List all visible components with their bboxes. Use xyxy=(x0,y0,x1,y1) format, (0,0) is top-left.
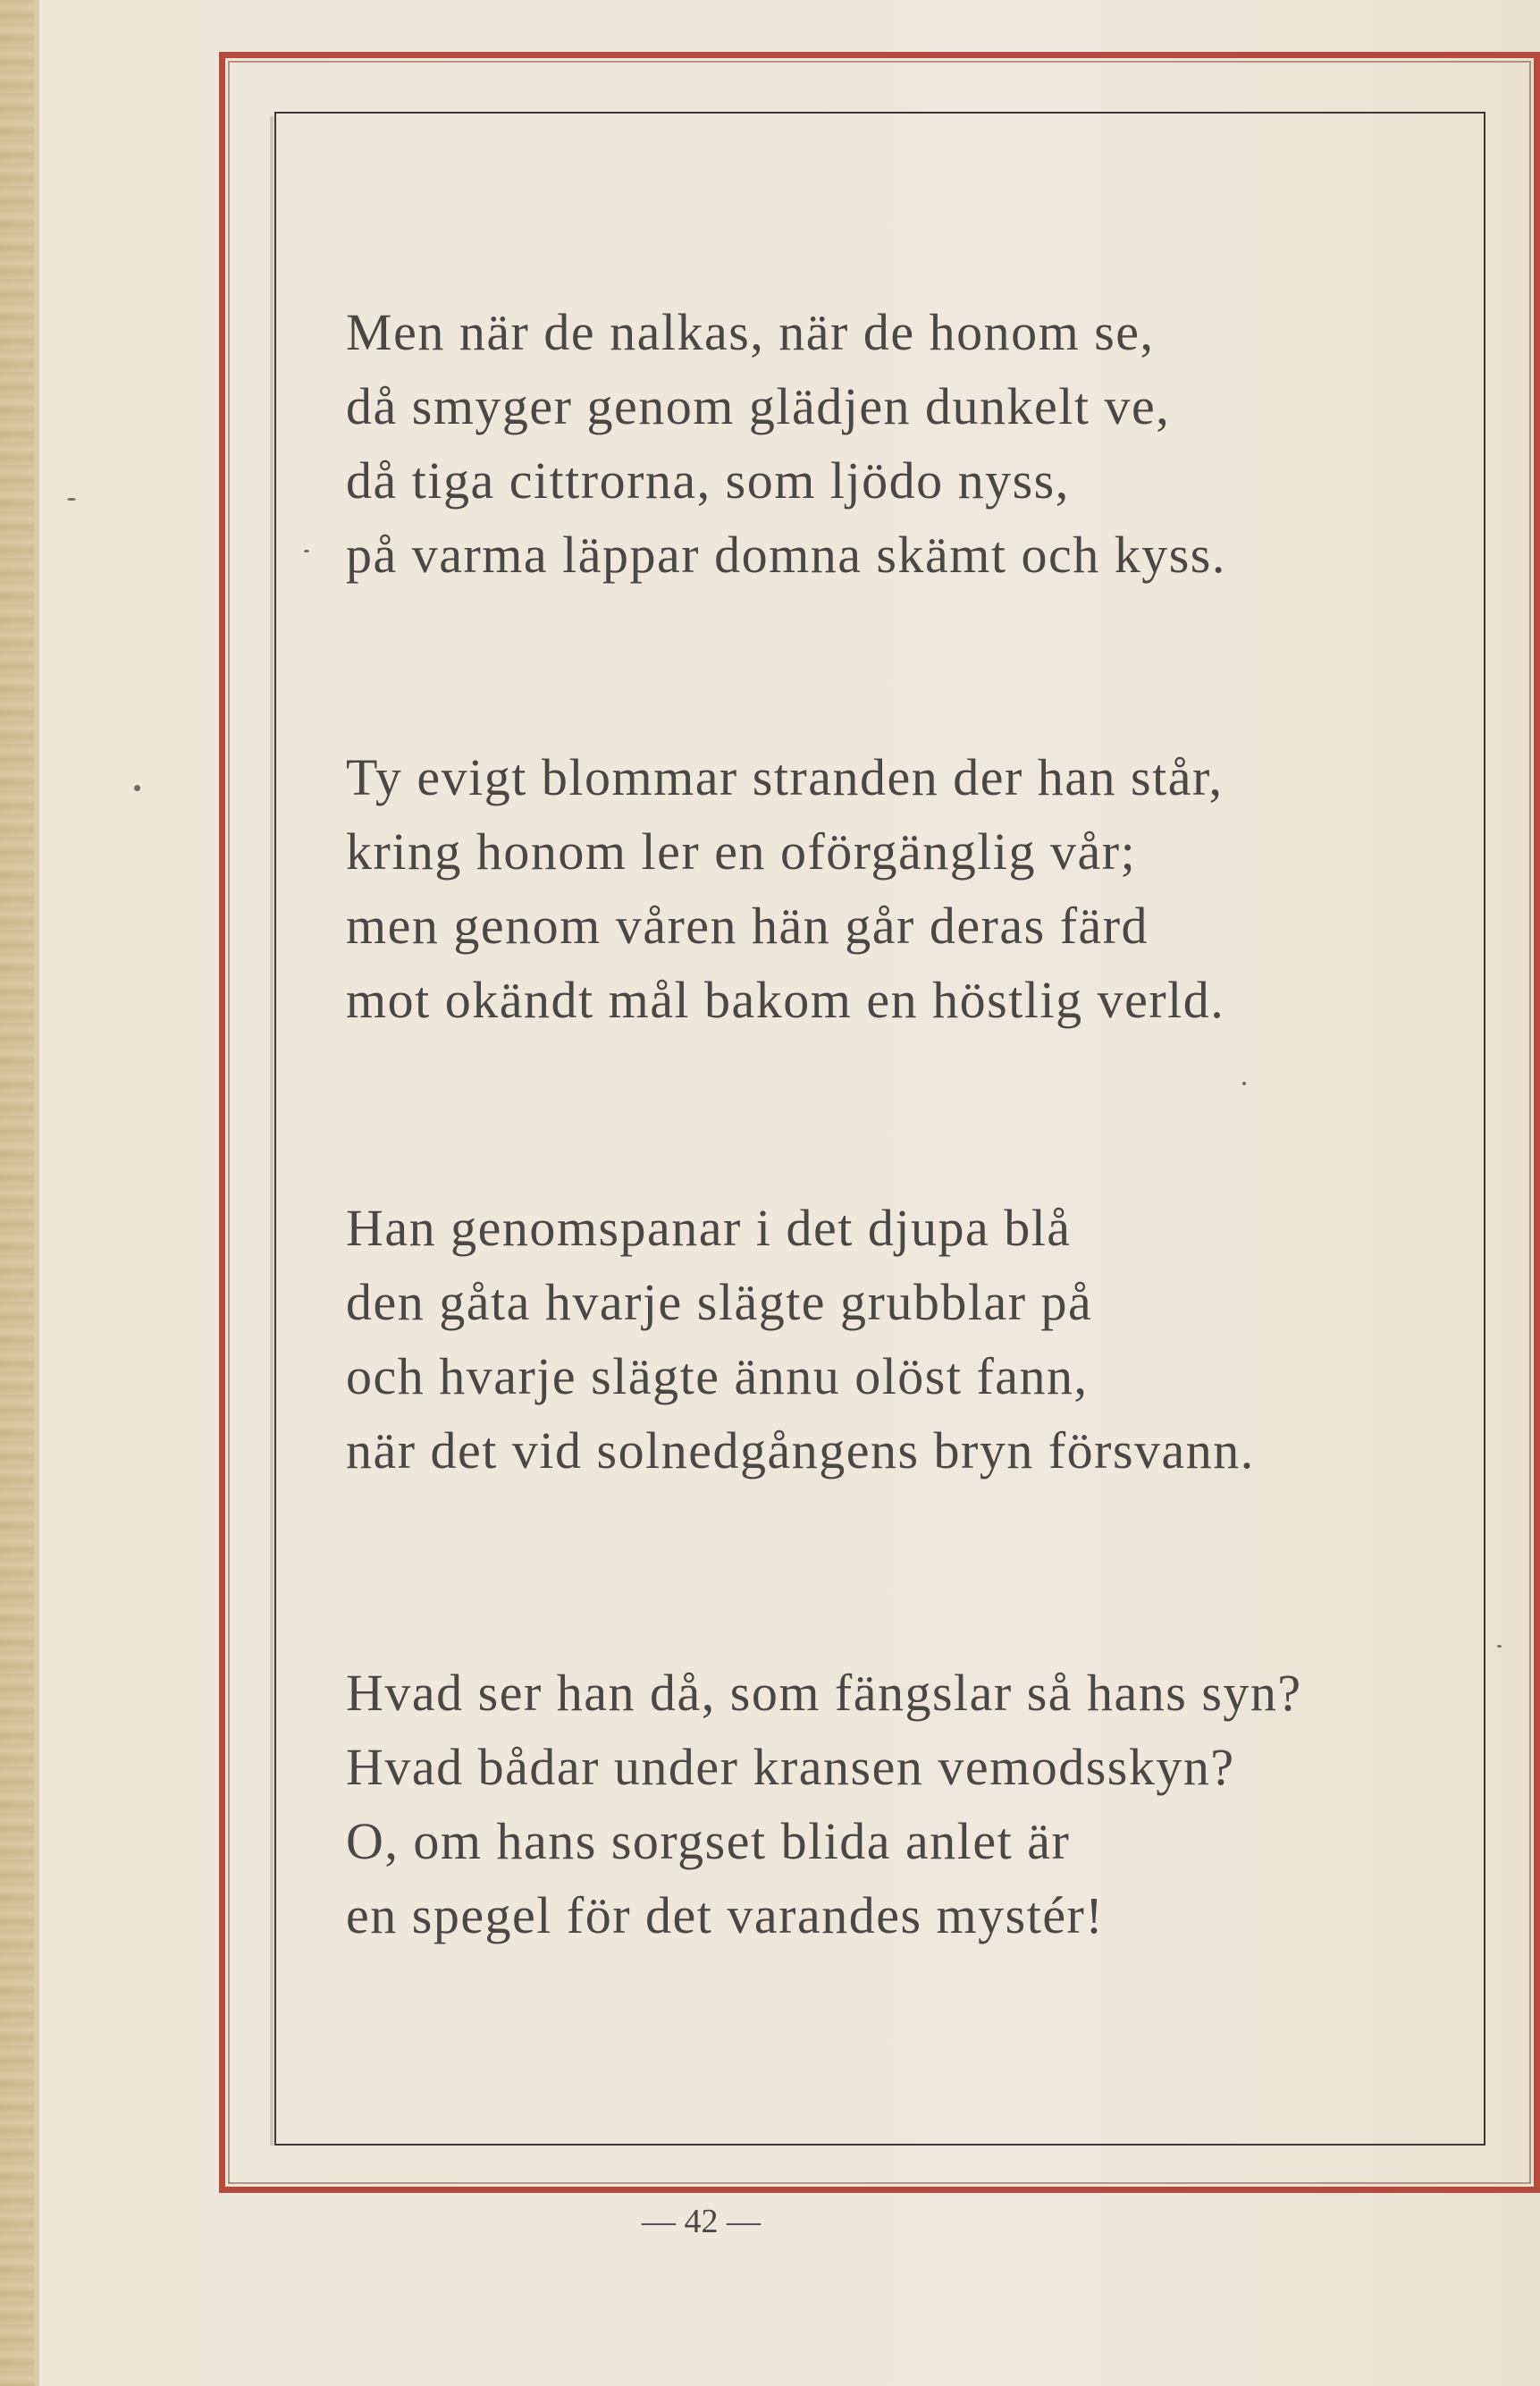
stanza-4 xyxy=(346,1656,1302,1952)
stanza-2 xyxy=(346,740,1224,1037)
poem-line: den gåta hvarje slägte grubblar på xyxy=(346,1273,1093,1331)
paper-speck xyxy=(1242,1082,1246,1085)
poem-line: men genom våren hän går deras färd xyxy=(346,897,1149,955)
paper-speck xyxy=(67,498,76,501)
paper-speck xyxy=(304,550,309,552)
poem-line: Men när de nalkas, när de honom se, xyxy=(346,303,1155,361)
book-spine-edge xyxy=(0,0,34,2386)
poem-line: och hvarje slägte ännu olöst fann, xyxy=(346,1347,1089,1405)
poem-line: O, om hans sorgset blida anlet är xyxy=(346,1812,1071,1870)
stanza-3 xyxy=(346,1191,1255,1488)
poem-line: Ty evigt blommar stranden der han står, xyxy=(346,748,1224,806)
poem-line: på varma läppar domna skämt och kyss. xyxy=(346,526,1226,584)
poem-line: Han genomspanar i det djupa blå xyxy=(346,1199,1072,1257)
paper-speck xyxy=(134,785,140,791)
poem-line: kring honom ler en oförgänglig vår; xyxy=(346,822,1137,881)
poem-line: då tiga cittrorna, som ljödo nyss, xyxy=(346,451,1070,510)
inner-frame-shadow xyxy=(270,116,273,2146)
poem-line: mot okändt mål bakom en höstlig verld. xyxy=(346,971,1225,1029)
poem-line: Hvad bådar under kransen vemodsskyn? xyxy=(346,1738,1235,1796)
poem-line: Hvad ser han då, som fängslar så hans syn? xyxy=(346,1664,1302,1722)
paper-speck xyxy=(1497,1645,1502,1648)
poem-line: när det vid solnedgångens bryn försvann. xyxy=(346,1421,1255,1480)
stanza-1 xyxy=(346,295,1226,592)
poem-line: då smyger genom glädjen dunkelt ve, xyxy=(346,377,1171,435)
spine-gutter-shadow xyxy=(34,0,39,2386)
poem-line: en spegel för det varandes mystér! xyxy=(346,1886,1105,1944)
page-number: — 42 — xyxy=(642,2203,761,2240)
